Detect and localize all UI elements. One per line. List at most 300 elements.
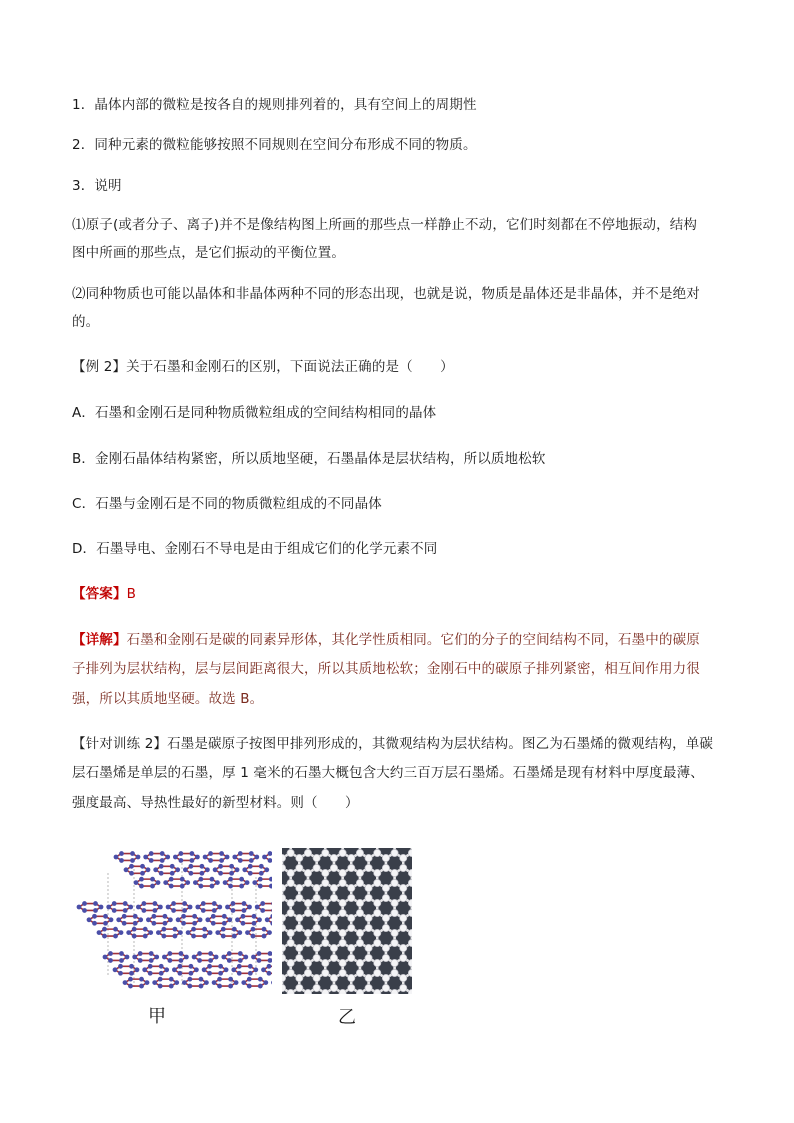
- graphene-atom: [313, 894, 320, 901]
- carbon-atom: [264, 867, 269, 872]
- carbon-atom: [99, 905, 104, 910]
- graphene-atom: [348, 924, 355, 931]
- carbon-atom: [112, 901, 117, 906]
- graphene-atom: [374, 909, 381, 916]
- carbon-atom: [232, 927, 237, 932]
- carbon-atom: [219, 851, 224, 856]
- graphene-atom: [296, 984, 303, 991]
- graphene-atom: [356, 939, 363, 946]
- graphene-atom: [391, 959, 398, 966]
- carbon-atom: [257, 917, 262, 922]
- graphene-atom: [330, 944, 337, 951]
- graphene-atom: [339, 989, 346, 994]
- graphene-atom: [313, 884, 320, 891]
- carbon-atom: [258, 884, 263, 889]
- graphene-atom: [382, 984, 389, 991]
- carbon-hexagon: [125, 979, 147, 986]
- graphene-atom: [313, 854, 320, 861]
- figure-caption-yi: 乙: [338, 1007, 356, 1028]
- carbon-atom: [142, 901, 147, 906]
- graphene-atom: [287, 909, 294, 916]
- carbon-atom: [239, 877, 244, 882]
- carbon-atom: [142, 908, 147, 913]
- graphene-atom: [356, 929, 363, 936]
- carbon-atom: [118, 964, 123, 969]
- carbon-atom: [181, 914, 186, 919]
- note-sub1-line1: ⑴原子(或者分子、离子)并不是像结构图上所画的那些点一样静止不动，它们时刻都在不停地振动，结构: [72, 217, 698, 233]
- carbon-atom: [262, 855, 267, 860]
- carbon-atom: [139, 984, 144, 989]
- carbon-atom: [170, 864, 175, 869]
- carbon-atom: [248, 964, 253, 969]
- carbon-atom: [136, 905, 141, 910]
- graphene-atom: [330, 974, 337, 981]
- carbon-atom: [224, 967, 229, 972]
- graphene-atom: [287, 929, 294, 936]
- graphene-atom: [296, 894, 303, 901]
- graphene-atom: [304, 909, 311, 916]
- carbon-hexagon: [195, 879, 217, 886]
- carbon-atom: [252, 921, 257, 926]
- graphene-atom: [374, 939, 381, 946]
- carbon-atom: [182, 901, 187, 906]
- carbon-atom: [208, 958, 213, 963]
- option-b: B．金刚石晶体结构紧密，所以质地坚硬，石墨晶体是层状结构，所以质地松软: [72, 451, 546, 467]
- carbon-atom: [238, 958, 243, 963]
- graphene-atom: [348, 974, 355, 981]
- carbon-atom: [166, 905, 171, 910]
- carbon-atom: [126, 930, 131, 935]
- carbon-atom: [221, 955, 226, 960]
- carbon-atom: [113, 927, 118, 932]
- carbon-hexagon: [178, 916, 200, 923]
- carbon-hexagon: [224, 954, 246, 961]
- carbon-atom: [162, 934, 167, 939]
- carbon-atom: [225, 855, 230, 860]
- carbon-atom: [247, 984, 252, 989]
- graphene-atom: [356, 869, 363, 876]
- carbon-atom: [93, 908, 98, 913]
- graphene-atom: [391, 879, 398, 886]
- carbon-atom: [180, 877, 185, 882]
- carbon-atom: [159, 864, 164, 869]
- carbon-atom: [218, 971, 223, 976]
- carbon-atom: [251, 927, 256, 932]
- carbon-hexagon: [155, 979, 177, 986]
- carbon-atom: [254, 855, 259, 860]
- carbon-atom: [232, 855, 237, 860]
- carbon-atom: [152, 980, 157, 985]
- carbon-hexagon: [245, 866, 267, 873]
- carbon-atom: [130, 858, 135, 863]
- carbon-atom: [108, 951, 113, 956]
- carbon-atom: [183, 867, 188, 872]
- carbon-atom: [191, 927, 196, 932]
- carbon-atom: [249, 858, 254, 863]
- carbon-atom: [218, 964, 223, 969]
- figure-caption-jia: 甲: [148, 1006, 166, 1027]
- detail-line-2: 子排列为层状结构，层与层间距离很大，所以其质地松软；金刚石中的碳原子排列紧密，相互间作用力很: [72, 661, 700, 677]
- carbon-atom: [198, 917, 203, 922]
- graphene-atom: [322, 959, 329, 966]
- carbon-atom: [103, 921, 108, 926]
- carbon-atom: [140, 864, 145, 869]
- carbon-atom: [125, 955, 130, 960]
- carbon-atom: [229, 864, 234, 869]
- carbon-atom: [176, 917, 181, 922]
- carbon-atom: [132, 927, 137, 932]
- carbon-atom: [252, 914, 257, 919]
- graphene-atom: [382, 864, 389, 871]
- carbon-atom: [119, 958, 124, 963]
- graphene-atom: [322, 899, 329, 906]
- carbon-atom: [211, 914, 216, 919]
- carbon-atom: [235, 867, 240, 872]
- carbon-atom: [143, 934, 148, 939]
- carbon-atom: [103, 914, 108, 919]
- graphene-atom: [296, 884, 303, 891]
- graphene-atom: [313, 954, 320, 961]
- carbon-atom: [271, 901, 272, 906]
- graphene-atom: [356, 959, 363, 966]
- carbon-atom: [215, 930, 220, 935]
- carbon-atom: [267, 964, 272, 969]
- carbon-atom: [169, 977, 174, 982]
- carbon-atom: [148, 971, 153, 976]
- carbon-atom: [212, 980, 217, 985]
- graphene-atom: [382, 894, 389, 901]
- graphene-atom: [296, 974, 303, 981]
- graphene-atom: [382, 914, 389, 921]
- carbon-atom: [261, 967, 266, 972]
- carbon-atom: [149, 958, 154, 963]
- carbon-atom: [197, 951, 202, 956]
- graphene-atom: [287, 899, 294, 906]
- carbon-atom: [172, 967, 177, 972]
- graphene-atom: [287, 879, 294, 886]
- carbon-atom: [152, 921, 157, 926]
- carbon-hexagon: [116, 854, 138, 861]
- carbon-atom: [122, 914, 127, 919]
- carbon-atom: [189, 871, 194, 876]
- carbon-atom: [237, 971, 242, 976]
- carbon-atom: [116, 917, 121, 922]
- carbon-atom: [123, 901, 128, 906]
- option-a: A．石墨和金刚石是同种物质微粒组成的空间结构相同的晶体: [72, 405, 437, 421]
- graphene-atom: [339, 929, 346, 936]
- carbon-atom: [149, 858, 154, 863]
- carbon-atom: [202, 927, 207, 932]
- carbon-atom: [178, 971, 183, 976]
- carbon-atom: [93, 901, 98, 906]
- carbon-atom: [231, 967, 236, 972]
- graphene-atom: [304, 869, 311, 876]
- carbon-atom: [163, 880, 168, 885]
- carbon-atom: [160, 851, 165, 856]
- carbon-atom: [221, 934, 226, 939]
- carbon-atom: [173, 934, 178, 939]
- graphene-atom: [296, 924, 303, 931]
- carbon-atom: [242, 908, 247, 913]
- carbon-atom: [132, 934, 137, 939]
- carbon-atom: [222, 914, 227, 919]
- carbon-atom: [158, 977, 163, 982]
- graphene-atom: [304, 969, 311, 976]
- carbon-atom: [186, 930, 191, 935]
- graphene-atom: [339, 939, 346, 946]
- carbon-hexagon: [204, 966, 226, 973]
- carbon-atom: [227, 958, 232, 963]
- carbon-atom: [169, 984, 174, 989]
- carbon-hexagon: [185, 866, 207, 873]
- carbon-atom: [189, 864, 194, 869]
- graphene-atom: [339, 899, 346, 906]
- carbon-atom: [128, 984, 133, 989]
- carbon-hexagon: [194, 954, 216, 961]
- carbon-atom: [179, 851, 184, 856]
- carbon-atom: [168, 917, 173, 922]
- carbon-hexagon: [168, 904, 190, 911]
- carbon-atom: [242, 901, 247, 906]
- carbon-atom: [255, 905, 260, 910]
- carbon-atom: [173, 927, 178, 932]
- carbon-atom: [219, 858, 224, 863]
- graphene-atom: [296, 944, 303, 951]
- training-line-2: 层石墨烯是单层的石墨，厚 1 毫米的石墨大概包含大约三百万层石墨烯。石墨烯是现有材料中厚度最薄、: [72, 765, 704, 781]
- carbon-atom: [108, 958, 113, 963]
- graphene-atom: [339, 879, 346, 886]
- graphene-atom: [304, 959, 311, 966]
- carbon-atom: [201, 908, 206, 913]
- carbon-atom: [188, 977, 193, 982]
- carbon-atom: [128, 977, 133, 982]
- carbon-atom: [271, 980, 272, 985]
- carbon-atom: [241, 921, 246, 926]
- carbon-atom: [129, 964, 134, 969]
- carbon-hexagon: [228, 904, 250, 911]
- carbon-atom: [199, 877, 204, 882]
- carbon-atom: [190, 851, 195, 856]
- graphene-atom: [330, 924, 337, 931]
- graphene-atom: [391, 869, 398, 876]
- graphene-atom: [374, 989, 381, 994]
- carbon-atom: [178, 964, 183, 969]
- graphene-atom: [365, 974, 372, 981]
- carbon-atom: [173, 855, 178, 860]
- option-d: D．石墨导电、金刚石不导电是由于组成它们的化学元素不同: [72, 541, 438, 557]
- carbon-atom: [218, 864, 223, 869]
- carbon-hexagon: [79, 904, 101, 911]
- carbon-atom: [234, 980, 239, 985]
- graphene-atom: [339, 909, 346, 916]
- graphene-atom: [374, 969, 381, 976]
- carbon-atom: [218, 871, 223, 876]
- graphene-atom: [339, 869, 346, 876]
- graphene-atom: [400, 944, 407, 951]
- carbon-hexagon: [198, 904, 220, 911]
- carbon-atom: [260, 901, 265, 906]
- carbon-atom: [217, 984, 222, 989]
- carbon-atom: [123, 908, 128, 913]
- carbon-atom: [252, 880, 257, 885]
- graphene-atom: [322, 939, 329, 946]
- carbon-atom: [185, 880, 190, 885]
- carbon-atom: [238, 858, 243, 863]
- carbon-atom: [251, 934, 256, 939]
- carbon-atom: [200, 871, 205, 876]
- carbon-atom: [237, 964, 242, 969]
- graphene-atom: [400, 924, 407, 931]
- graphene-atom: [356, 989, 363, 994]
- training-line-1: 【针对训练 2】石墨是碳原子按图甲排列形成的，其微观结构为层状结构。图乙为石墨烯的微观结构，单碳: [72, 736, 714, 752]
- carbon-hexagon: [214, 979, 236, 986]
- carbon-atom: [179, 951, 184, 956]
- graphene-atom: [348, 854, 355, 861]
- carbon-atom: [190, 858, 195, 863]
- carbon-hexagon: [99, 929, 121, 936]
- graphene-atom: [313, 944, 320, 951]
- graphene-atom: [391, 969, 398, 976]
- note-item-2: 2．同种元素的微粒能够按照不同规则在空间分布形成不同的物质。: [72, 137, 477, 153]
- carbon-atom: [253, 967, 258, 972]
- carbon-atom: [201, 901, 206, 906]
- carbon-atom: [114, 855, 119, 860]
- graphene-atom: [374, 869, 381, 876]
- graphene-atom: [304, 849, 311, 856]
- carbon-atom: [182, 908, 187, 913]
- carbon-atom: [163, 921, 168, 926]
- carbon-hexagon: [208, 916, 230, 923]
- carbon-atom: [77, 905, 82, 910]
- carbon-atom: [204, 980, 209, 985]
- training-line-3: 强度最高、导热性最好的新型材料。则（ ）: [72, 795, 359, 811]
- carbon-atom: [82, 901, 87, 906]
- carbon-atom: [214, 955, 219, 960]
- carbon-hexagon: [174, 966, 196, 973]
- carbon-atom: [162, 955, 167, 960]
- carbon-atom: [192, 955, 197, 960]
- graphene-atom: [382, 854, 389, 861]
- carbon-atom: [92, 914, 97, 919]
- note-sub2-line1: ⑵同种物质也可能以晶体和非晶体两种不同的形态出现，也就是说，物质是晶体还是非晶体，并不是绝对: [72, 286, 700, 302]
- carbon-atom: [92, 921, 97, 926]
- carbon-atom: [267, 930, 272, 935]
- carbon-atom: [129, 871, 134, 876]
- carbon-atom: [145, 980, 150, 985]
- carbon-atom: [237, 930, 242, 935]
- carbon-atom: [102, 927, 107, 932]
- carbon-atom: [138, 917, 143, 922]
- graphene-atom: [330, 864, 337, 871]
- carbon-atom: [171, 908, 176, 913]
- graphene-atom: [304, 929, 311, 936]
- graphene-atom: [287, 959, 294, 966]
- carbon-atom: [232, 934, 237, 939]
- carbon-atom: [231, 901, 236, 906]
- carbon-atom: [257, 951, 262, 956]
- carbon-atom: [189, 971, 194, 976]
- carbon-atom: [139, 977, 144, 982]
- carbon-atom: [138, 958, 143, 963]
- carbon-atom: [200, 864, 205, 869]
- carbon-atom: [207, 964, 212, 969]
- carbon-atom: [136, 855, 141, 860]
- carbon-atom: [238, 951, 243, 956]
- carbon-atom: [235, 917, 240, 922]
- carbon-atom: [142, 967, 147, 972]
- graphene-atom: [304, 939, 311, 946]
- graphene-atom: [356, 879, 363, 886]
- carbon-atom: [133, 914, 138, 919]
- carbon-atom: [118, 971, 123, 976]
- carbon-atom: [135, 967, 140, 972]
- graphene-atom: [322, 849, 329, 856]
- carbon-hexagon: [156, 866, 178, 873]
- graphene-atom: [287, 939, 294, 946]
- carbon-atom: [139, 884, 144, 889]
- carbon-hexagon: [158, 929, 180, 936]
- carbon-atom: [153, 908, 158, 913]
- carbon-atom: [228, 884, 233, 889]
- graphene-atom: [400, 954, 407, 961]
- carbon-atom: [260, 908, 265, 913]
- detail-line-1: [72, 631, 732, 650]
- graphene-atom: [296, 954, 303, 961]
- answer: [72, 585, 732, 604]
- carbon-atom: [159, 971, 164, 976]
- carbon-atom: [202, 967, 207, 972]
- carbon-atom: [113, 967, 118, 972]
- carbon-atom: [202, 934, 207, 939]
- carbon-atom: [133, 921, 138, 926]
- carbon-atom: [168, 958, 173, 963]
- carbon-atom: [182, 980, 187, 985]
- carbon-atom: [103, 955, 108, 960]
- carbon-hexagon: [235, 854, 257, 861]
- carbon-hexagon: [89, 916, 111, 923]
- graphene-atom: [391, 989, 398, 994]
- carbon-atom: [162, 927, 167, 932]
- carbon-atom: [168, 951, 173, 956]
- carbon-atom: [263, 980, 268, 985]
- carbon-atom: [158, 905, 163, 910]
- note-sub1-line2: 图中所画的那些点，是它们振动的平衡位置。: [72, 245, 345, 261]
- carbon-atom: [188, 984, 193, 989]
- carbon-atom: [257, 958, 262, 963]
- carbon-atom: [97, 930, 102, 935]
- carbon-atom: [217, 977, 222, 982]
- carbon-atom: [223, 880, 228, 885]
- graphene-atom: [322, 989, 329, 994]
- carbon-atom: [175, 867, 180, 872]
- carbon-atom: [241, 914, 246, 919]
- graphene-atom: [365, 924, 372, 931]
- carbon-hexagon: [244, 979, 266, 986]
- carbon-atom: [267, 971, 272, 976]
- carbon-atom: [156, 930, 161, 935]
- note-item-3: 3．说明: [72, 178, 122, 194]
- carbon-atom: [169, 877, 174, 882]
- carbon-atom: [113, 934, 118, 939]
- graphene-atom: [374, 899, 381, 906]
- carbon-atom: [249, 851, 254, 856]
- carbon-atom: [203, 855, 208, 860]
- carbon-atom: [149, 851, 154, 856]
- carbon-hexagon: [205, 854, 227, 861]
- carbon-hexagon: [234, 966, 256, 973]
- carbon-atom: [154, 955, 159, 960]
- graphene-atom: [287, 869, 294, 876]
